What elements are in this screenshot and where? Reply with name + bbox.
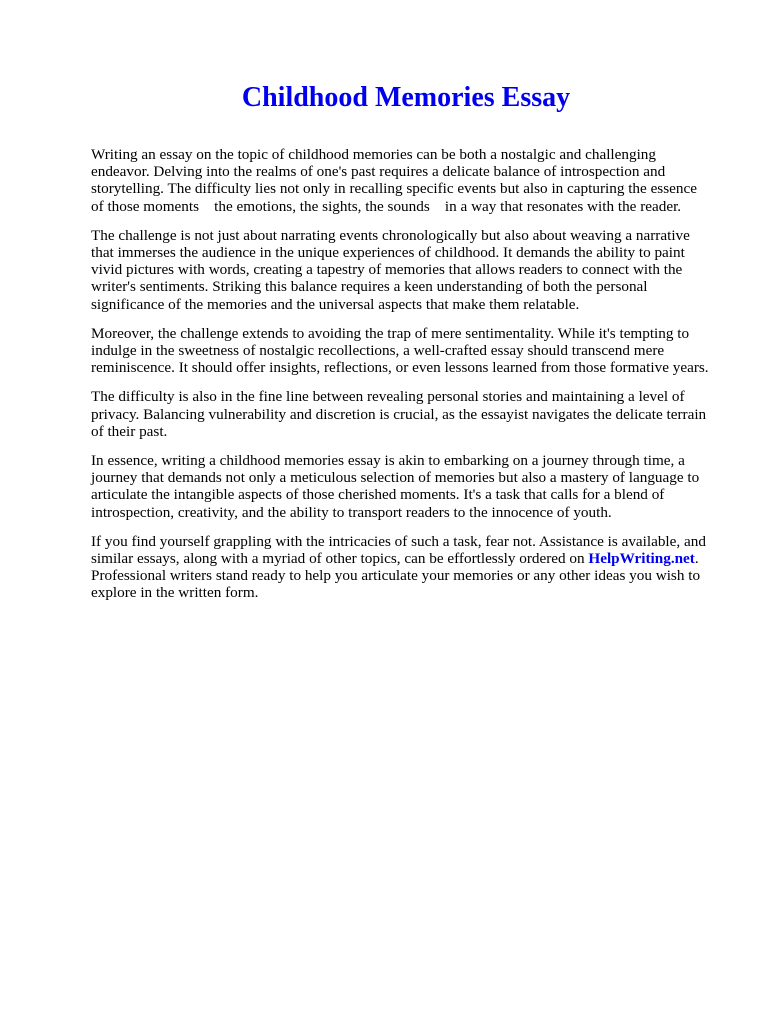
- text-line: privacy. Balancing vulnerability and discretion is crucial, as the essayist navigates the delicate terrain: [91, 405, 707, 423]
- text-line: storytelling. The difficulty lies not only in recalling specific events but also in capturing the essence: [91, 180, 697, 198]
- text-line: of their past.: [91, 422, 168, 440]
- paragraph-2: [91, 227, 727, 313]
- text-line: journey that demands not only a meticulous selection of memories but also a mastery of language to: [91, 469, 700, 487]
- text-line: endeavor. Delving into the realms of one's past requires a delicate balance of introspection and: [91, 163, 666, 181]
- paragraph-4: [91, 388, 727, 440]
- text-line: articulate the intangible aspects of those cherished moments. It's a task that calls for a blend of: [91, 486, 665, 504]
- text-line: introspection, creativity, and the ability to transport readers to the innocence of youth.: [91, 503, 612, 521]
- helpwriting-link[interactable]: HelpWriting.net: [588, 550, 695, 568]
- text-line: The challenge is not just about narrating events chronologically but also about weaving a narrative: [91, 226, 690, 244]
- text-line: of those moments the emotions, the sights, the sounds in a way that resonates with the reader.: [91, 197, 682, 215]
- page-title: Childhood Memories Essay: [241, 82, 571, 113]
- paragraph-1: [91, 146, 727, 215]
- text-line: Professional writers stand ready to help you articulate your memories or any other ideas you wish to: [91, 567, 701, 585]
- text-line: Moreover, the challenge extends to avoiding the trap of mere sentimentality. While it's tempting to: [91, 324, 690, 342]
- text-line: significance of the memories and the universal aspects that make them relatable.: [91, 295, 580, 313]
- text-line: In essence, writing a childhood memories essay is akin to embarking on a journey through time, a: [91, 452, 685, 470]
- text-line: reminiscence. It should offer insights, reflections, or even lessons learned from those formative years.: [91, 359, 709, 377]
- paragraph-6: [91, 533, 727, 602]
- essay-body: [91, 146, 727, 614]
- text-line: The difficulty is also in the fine line between revealing personal stories and maintaining a level of: [91, 388, 685, 406]
- text-line: that immerses the audience in the unique experiences of childhood. It demands the ability to paint: [91, 244, 685, 262]
- text-line: vivid pictures with words, creating a tapestry of memories that allows readers to connect with the: [91, 261, 683, 279]
- text-line: writer's sentiments. Striking this balance requires a keen understanding of both the personal: [91, 278, 648, 296]
- text-line: Writing an essay on the topic of childhood memories can be both a nostalgic and challenging: [91, 146, 656, 163]
- text-segment: .: [694, 550, 699, 568]
- text-segment: similar essays, along with a myriad of other topics, can be effortlessly ordered on: [91, 550, 589, 568]
- text-line: indulge in the sweetness of nostalgic recollections, a well-crafted essay should transcend mere: [91, 342, 665, 360]
- text-line: If you find yourself grappling with the intricacies of such a task, fear not. Assistance is available, and: [91, 532, 706, 550]
- paragraph-3: [91, 325, 727, 377]
- paragraph-5: [91, 452, 727, 521]
- text-line: explore in the written form.: [91, 584, 259, 602]
- text-line-with-link: [91, 550, 727, 567]
